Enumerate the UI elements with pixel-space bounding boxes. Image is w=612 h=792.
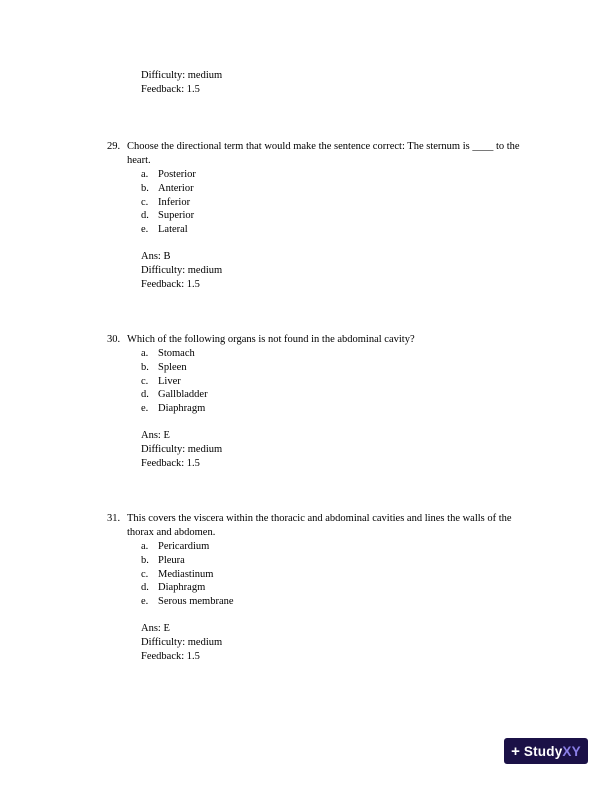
choice-item [141, 361, 537, 375]
choice-letter: a. [141, 541, 149, 552]
studyxy-logo [504, 738, 588, 764]
question-heading [107, 512, 537, 540]
choice-text: Gallbladder [158, 389, 208, 401]
choice-list [141, 540, 537, 609]
choice-item [141, 223, 537, 237]
choice-text: Superior [158, 210, 195, 222]
choice-text: Posterior [158, 169, 196, 180]
choice-letter: d. [141, 389, 149, 401]
question-number: 29. [107, 141, 121, 152]
question-metadata [141, 622, 537, 664]
answer-line: Ans: E [141, 429, 170, 441]
choice-text: Inferior [158, 196, 191, 208]
choice-item [141, 196, 537, 210]
logo-wordmark [524, 744, 581, 759]
continuation-metadata [141, 69, 222, 97]
choice-text: Serous membrane [158, 596, 234, 608]
choice-text: Anterior [158, 182, 194, 194]
difficulty-line: Difficulty: medium [141, 443, 223, 455]
choice-text: Liver [158, 375, 181, 387]
choice-letter: b. [141, 361, 149, 373]
choice-text: Pleura [158, 554, 185, 566]
question-heading [107, 333, 537, 347]
choice-item [141, 209, 537, 223]
choice-letter: c. [141, 375, 149, 387]
question-metadata [141, 250, 537, 292]
choice-item [141, 182, 537, 196]
feedback-line: Feedback: 1.5 [141, 278, 200, 290]
choice-text: Mediastinum [158, 568, 214, 580]
question-metadata [141, 429, 537, 471]
choice-list [141, 168, 537, 237]
choice-letter: a. [141, 348, 149, 359]
choice-item [141, 168, 537, 182]
question-text: Which of the following organs is not found in the abdominal cavity? [127, 334, 415, 345]
choice-text: Stomach [158, 348, 195, 359]
question-item [107, 512, 537, 664]
question-item [107, 140, 537, 292]
continuation-feedback: Feedback: 1.5 [141, 84, 200, 95]
choice-letter: e. [141, 224, 149, 236]
choice-letter: b. [141, 182, 149, 194]
choice-letter: c. [141, 568, 149, 580]
logo-xy-text: XY [562, 743, 581, 759]
choice-letter: d. [141, 582, 149, 594]
choice-letter: d. [141, 210, 149, 222]
choice-item [141, 595, 537, 609]
difficulty-line: Difficulty: medium [141, 636, 223, 648]
choice-text: Lateral [158, 224, 188, 236]
choice-text: Spleen [158, 361, 187, 373]
logo-study-text: Study [523, 743, 563, 759]
question-item [107, 333, 537, 471]
choice-letter: e. [141, 403, 149, 415]
choice-text: Diaphragm [158, 582, 206, 594]
question-text: This covers the viscera within the thoracic and abdominal cavities and lines the walls of the thorax and abdomen. [127, 513, 512, 538]
choice-item [141, 347, 537, 361]
feedback-line: Feedback: 1.5 [141, 457, 200, 469]
choice-item [141, 388, 537, 402]
choice-text: Diaphragm [158, 403, 206, 415]
question-number: 30. [107, 334, 121, 345]
continuation-difficulty: Difficulty: medium [141, 70, 223, 81]
choice-item [141, 402, 537, 416]
feedback-line: Feedback: 1.5 [141, 650, 200, 662]
choice-item [141, 375, 537, 389]
question-heading [107, 140, 537, 168]
choice-letter: b. [141, 554, 149, 566]
choice-item [141, 581, 537, 595]
choice-item [141, 554, 537, 568]
choice-text: Pericardium [158, 541, 210, 552]
choice-letter: c. [141, 196, 149, 208]
question-number: 31. [107, 513, 121, 524]
question-text: Choose the directional term that would make the sentence correct: The sternum is ____ to the heart. [127, 141, 520, 166]
choice-letter: e. [141, 596, 149, 608]
choice-item [141, 568, 537, 582]
choice-item [141, 540, 537, 554]
answer-line: Ans: E [141, 622, 170, 634]
difficulty-line: Difficulty: medium [141, 264, 223, 276]
choice-letter: a. [141, 169, 149, 180]
answer-line: Ans: B [141, 250, 171, 262]
plus-icon: + [511, 742, 520, 760]
choice-list [141, 347, 537, 416]
